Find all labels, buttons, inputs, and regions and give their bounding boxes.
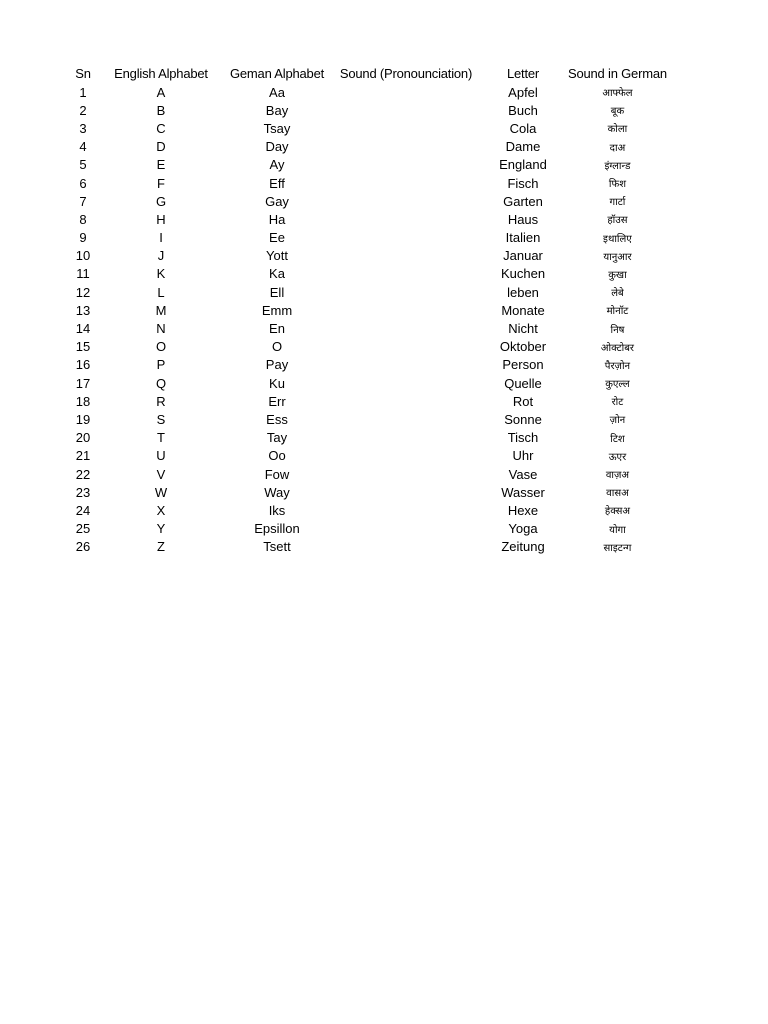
cell-sn: 14 (75, 321, 91, 337)
cell-sound (334, 338, 478, 356)
table-row (64, 192, 667, 210)
table-row (64, 338, 667, 356)
table-row (64, 301, 667, 319)
cell-english-letter: S (156, 411, 166, 427)
cell-sn: 4 (79, 139, 87, 155)
cell-example-word: England (499, 157, 547, 173)
cell-german-letter-name: Err (268, 393, 286, 409)
cell-sn: 19 (75, 411, 91, 427)
cell-sn: 10 (75, 248, 91, 264)
table-row (64, 210, 667, 228)
cell-english-letter: I (159, 230, 163, 246)
cell-example-word: Januar (503, 248, 543, 264)
cell-sn: 13 (75, 302, 91, 318)
cell-english-letter: Y (156, 521, 166, 537)
cell-english-letter: B (156, 102, 166, 118)
table-row (64, 319, 667, 337)
header-sound-pronunciation: Sound (Pronounciation) (339, 66, 473, 81)
table-row (64, 429, 667, 447)
cell-sound (334, 538, 478, 556)
cell-example-word: Kuchen (500, 266, 546, 282)
cell-sound (334, 265, 478, 283)
cell-sound (334, 374, 478, 392)
cell-sound-in-german: निष (610, 324, 625, 336)
cell-example-word: Italien (505, 230, 541, 246)
cell-german-letter-name: O (271, 339, 283, 355)
cell-sound-in-german: ओक्टोबर (600, 342, 635, 354)
cell-sound (334, 138, 478, 156)
cell-example-word: Oktober (499, 339, 547, 355)
table-row (64, 138, 667, 156)
header-row (64, 64, 667, 83)
cell-sound-in-german: वासअ (606, 488, 629, 500)
cell-english-letter: G (155, 193, 167, 209)
cell-sound-in-german: बूक (610, 106, 625, 118)
cell-example-word: Buch (508, 102, 538, 118)
table-row (64, 374, 667, 392)
cell-example-word: Nicht (508, 321, 538, 337)
cell-english-letter: C (156, 120, 166, 136)
cell-sound (334, 192, 478, 210)
cell-german-letter-name: Epsillon (254, 521, 300, 537)
cell-german-letter-name: Fow (264, 466, 290, 482)
cell-sound (334, 119, 478, 137)
table-row (64, 283, 667, 301)
cell-example-word: Monate (501, 302, 545, 318)
cell-sound-in-german: कुखा (608, 269, 627, 281)
cell-english-letter: T (157, 430, 165, 446)
table-row (64, 265, 667, 283)
cell-sound-in-german: हॉउस (607, 215, 628, 227)
table-row (64, 447, 667, 465)
cell-german-letter-name: Iks (268, 502, 286, 518)
cell-example-word: Dame (505, 139, 541, 155)
header-letter: Letter (506, 66, 540, 81)
cell-english-letter: W (154, 484, 168, 500)
cell-english-letter: H (156, 211, 166, 227)
cell-sound-in-german: साइटन्ग (603, 542, 632, 554)
cell-english-letter: U (156, 448, 166, 464)
cell-german-letter-name: Ess (266, 411, 288, 427)
cell-sound (334, 101, 478, 119)
table-row (64, 356, 667, 374)
cell-sound (334, 429, 478, 447)
cell-sound (334, 520, 478, 538)
cell-sound-in-german: आफ्फेल (602, 88, 633, 100)
cell-example-word: Zeitung (501, 539, 545, 555)
cell-example-word: Vase (508, 466, 538, 482)
table-row (64, 538, 667, 556)
cell-sound-in-german: ऊएर (608, 451, 627, 463)
cell-sound-in-german: रोट (611, 397, 624, 409)
table-row (64, 501, 667, 519)
cell-german-letter-name: Ha (268, 211, 286, 227)
cell-german-letter-name: Oo (268, 448, 286, 464)
cell-english-letter: M (155, 302, 167, 318)
cell-english-letter: N (156, 321, 166, 337)
cell-english-letter: P (156, 357, 166, 373)
cell-example-word: Fisch (507, 175, 539, 191)
cell-sound-in-german: कोला (607, 124, 628, 136)
cell-sn: 8 (79, 211, 87, 227)
cell-sn: 1 (79, 84, 87, 100)
cell-sound (334, 174, 478, 192)
cell-example-word: Cola (509, 120, 537, 136)
cell-german-letter-name: Tsett (263, 539, 291, 555)
cell-german-letter-name: Day (265, 139, 289, 155)
cell-sn: 22 (75, 466, 91, 482)
cell-sound-in-german: लेबे (611, 288, 624, 300)
cell-sn: 9 (79, 230, 87, 246)
cell-sound-in-german: इथालिए (603, 233, 632, 245)
cell-sn: 2 (79, 102, 87, 118)
cell-german-letter-name: Bay (265, 102, 289, 118)
cell-sound-in-german: दाअ (609, 142, 626, 154)
cell-sound (334, 283, 478, 301)
cell-sound (334, 229, 478, 247)
cell-english-letter: A (156, 84, 166, 100)
cell-sn: 7 (79, 193, 87, 209)
cell-german-letter-name: Ee (269, 230, 285, 246)
cell-sound (334, 319, 478, 337)
cell-sn: 3 (79, 120, 87, 136)
cell-english-letter: Z (157, 539, 165, 555)
cell-german-letter-name: Ka (269, 266, 285, 282)
cell-german-letter-name: Emm (261, 302, 293, 318)
cell-english-letter: X (156, 502, 166, 518)
cell-example-word: Hexe (507, 502, 539, 518)
cell-english-letter: J (157, 248, 165, 264)
header-german-alphabet: Geman Alphabet (229, 66, 325, 81)
cell-sound-in-german: ज़ोन (609, 415, 626, 427)
cell-english-letter: O (155, 339, 167, 355)
cell-example-word: Person (502, 357, 544, 373)
cell-sound-in-german: गार्टा (609, 197, 626, 209)
table-row (64, 119, 667, 137)
cell-sn: 26 (75, 539, 91, 555)
cell-sn: 23 (75, 484, 91, 500)
cell-sound (334, 447, 478, 465)
cell-sound-in-german: टिश (610, 433, 625, 445)
cell-german-letter-name: Way (264, 484, 290, 500)
cell-english-letter: K (156, 266, 166, 282)
cell-example-word: Garten (503, 193, 543, 209)
cell-sn: 20 (75, 430, 91, 446)
cell-german-letter-name: Tsay (263, 120, 291, 136)
cell-english-letter: E (156, 157, 166, 173)
cell-sound-in-german: योगा (609, 524, 626, 536)
cell-german-letter-name: Ku (269, 375, 285, 391)
cell-sn: 11 (76, 266, 90, 282)
cell-sn: 18 (75, 393, 91, 409)
table-row (64, 465, 667, 483)
cell-english-letter: D (156, 139, 166, 155)
alphabet-table (64, 64, 667, 556)
cell-english-letter: Q (155, 375, 167, 391)
cell-sound (334, 483, 478, 501)
cell-example-word: Uhr (512, 448, 534, 464)
cell-sound-in-german: फिश (608, 179, 626, 191)
cell-sound-in-german: हेक्सअ (604, 506, 630, 518)
cell-german-letter-name: Tay (266, 430, 288, 446)
table-row (64, 410, 667, 428)
cell-sound-in-german: मोनॉट (606, 306, 629, 318)
cell-example-word: Sonne (504, 411, 542, 427)
cell-german-letter-name: Ell (269, 284, 285, 300)
cell-sn: 12 (75, 284, 91, 300)
header-sound-in-german: Sound in German (568, 66, 667, 81)
cell-example-word: Tisch (507, 430, 539, 446)
cell-sn: 6 (79, 175, 87, 191)
cell-german-letter-name: Pay (265, 357, 289, 373)
cell-sound (334, 356, 478, 374)
cell-sn: 25 (75, 521, 91, 537)
table-row (64, 247, 667, 265)
table-row (64, 83, 667, 101)
cell-sn: 5 (79, 157, 87, 173)
cell-sound (334, 410, 478, 428)
table-row (64, 229, 667, 247)
cell-english-letter: R (156, 393, 166, 409)
cell-german-letter-name: Eff (269, 175, 285, 191)
cell-english-letter: F (157, 175, 165, 191)
table-row (64, 156, 667, 174)
cell-sn: 15 (75, 339, 91, 355)
cell-sound (334, 83, 478, 101)
cell-sound-in-german: पैरज़ोन (604, 360, 631, 372)
table-row (64, 101, 667, 119)
cell-example-word: Haus (507, 211, 539, 227)
cell-sound (334, 156, 478, 174)
table-row (64, 520, 667, 538)
table-row (64, 174, 667, 192)
cell-german-letter-name: Aa (269, 84, 285, 100)
table-row (64, 392, 667, 410)
cell-german-letter-name: Gay (265, 193, 289, 209)
cell-example-word: Wasser (501, 484, 545, 500)
header-english-alphabet: English Alphabet (114, 66, 208, 81)
cell-sound (334, 465, 478, 483)
table-row (64, 483, 667, 501)
cell-german-letter-name: En (269, 321, 285, 337)
cell-sound (334, 501, 478, 519)
cell-example-word: Quelle (504, 375, 542, 391)
cell-english-letter: L (157, 284, 165, 300)
cell-sound-in-german: यानुआर (603, 251, 632, 263)
cell-sound (334, 210, 478, 228)
cell-sound-in-german: कुएल्ल (605, 379, 630, 391)
cell-sn: 24 (75, 502, 91, 518)
cell-sound (334, 301, 478, 319)
header-sn: Sn (75, 66, 91, 81)
cell-sn: 17 (75, 375, 91, 391)
cell-german-letter-name: Ay (269, 157, 285, 173)
cell-example-word: Yoga (508, 521, 538, 537)
cell-sound-in-german: वाज़अ (605, 470, 630, 482)
cell-sound-in-german: इंग्लान्ड (604, 160, 631, 172)
cell-example-word: Rot (512, 393, 534, 409)
cell-german-letter-name: Yott (266, 248, 288, 264)
cell-sound (334, 247, 478, 265)
cell-example-word: leben (507, 284, 539, 300)
cell-english-letter: V (156, 466, 166, 482)
cell-sn: 16 (75, 357, 91, 373)
cell-example-word: Apfel (508, 84, 538, 100)
cell-sn: 21 (75, 448, 91, 464)
cell-sound (334, 392, 478, 410)
